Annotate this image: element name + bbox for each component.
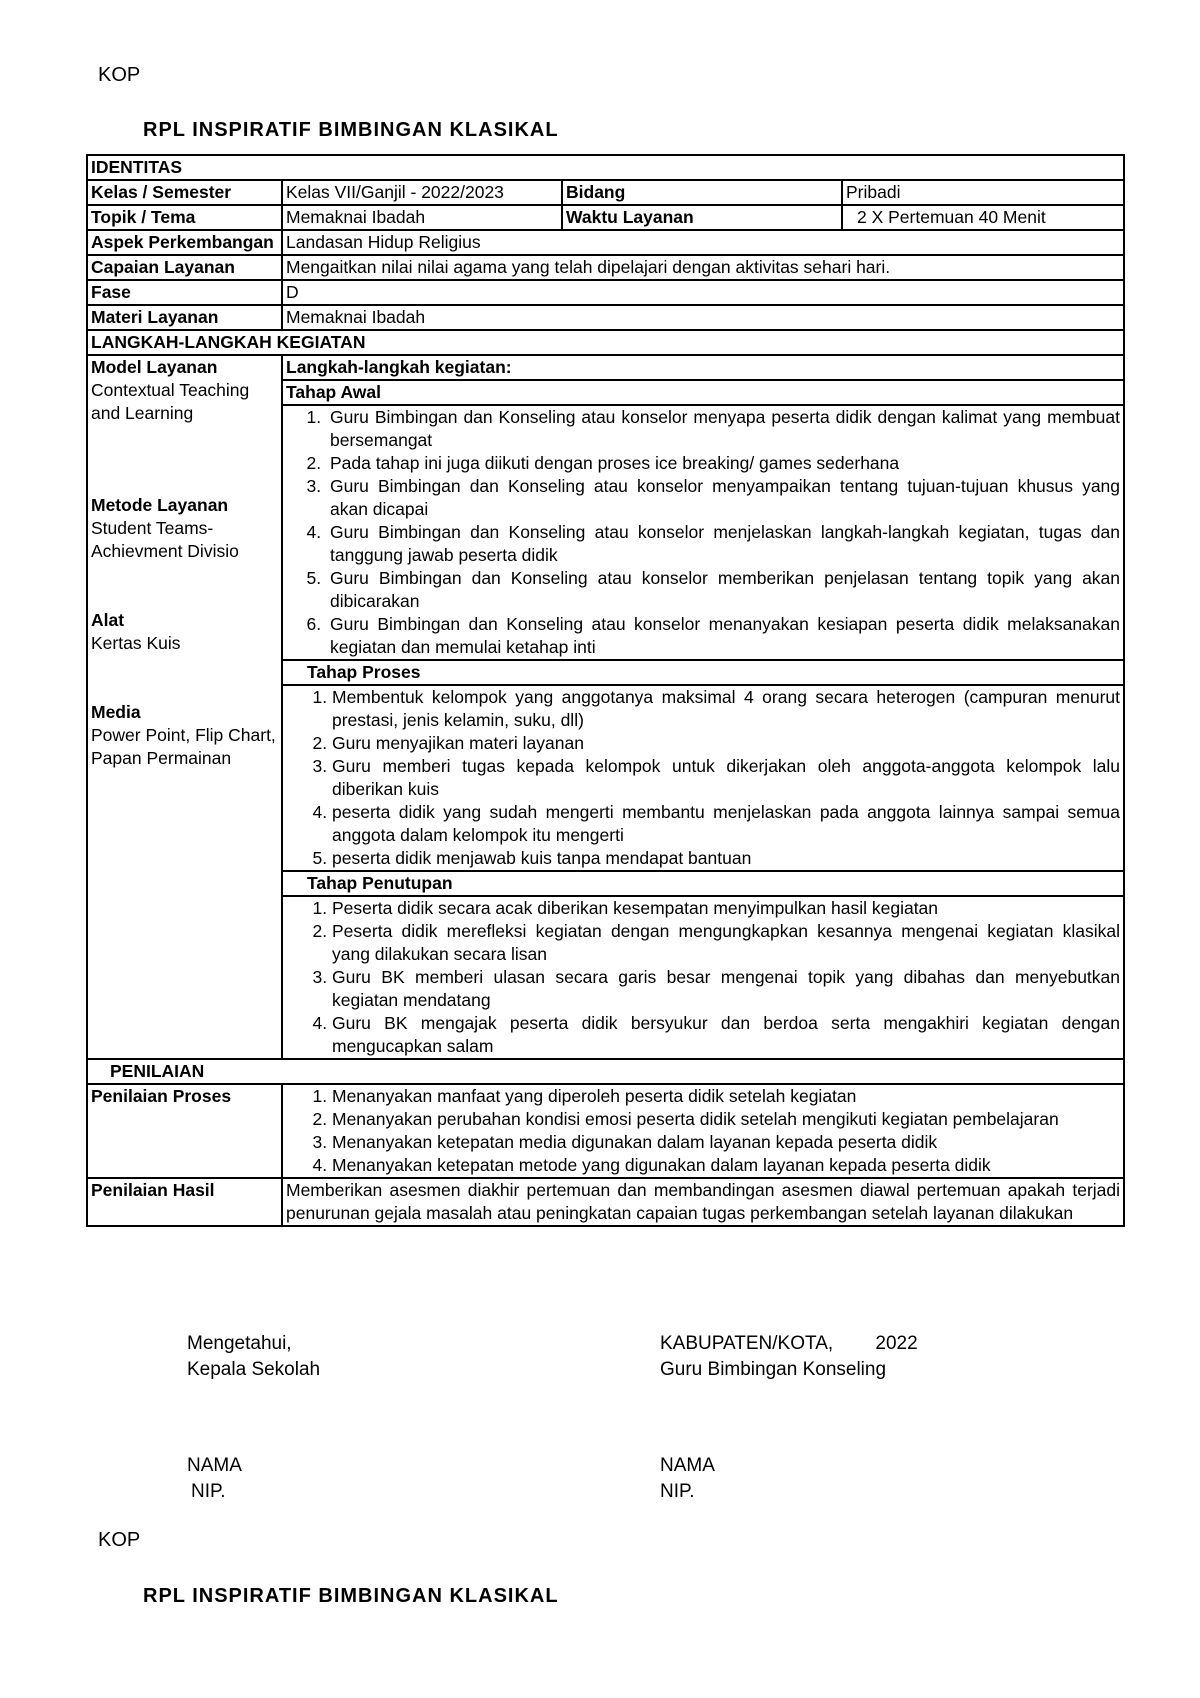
penutupan-item: 3. Guru BK memberi ulasan secara garis besar mengenai topik yang dibahas dan menyebutkan kegiatan mendatang [332, 966, 1120, 1012]
right-name: NAMA [660, 1455, 715, 1476]
aspek-label: Aspek Perkembangan [87, 230, 282, 255]
left-nip: NIP. [191, 1481, 226, 1502]
penutupan-list [286, 897, 1120, 1058]
awal-item: 4. Guru Bimbingan dan Konseling atau konselor menjelaskan langkah-langkah kegiatan, tugas dan tanggung jawab peserta didik [326, 521, 1120, 567]
penutupan-list-cell [282, 896, 1124, 1059]
langkah-heading: LANGKAH-LANGKAH KEGIATAN [87, 330, 1124, 355]
model-value: Contextual Teaching and Learning [91, 380, 250, 423]
penilaian-hasil-label: Penilaian Hasil [87, 1178, 282, 1226]
rpl-table [86, 154, 1125, 1227]
aspek-value: Landasan Hidup Religius [282, 230, 1124, 255]
capaian-value: Mengaitkan nilai nilai agama yang telah dipelajari dengan aktivitas sehari hari. [282, 255, 1124, 280]
proses-item: 2. Guru menyajikan materi layanan [332, 732, 1120, 755]
proses-item: 1. Membentuk kelompok yang anggotanya maksimal 4 orang secara heterogen (campuran menurut prestasi, jenis kelamin, suku, dll) [332, 686, 1120, 732]
kabupaten-text: KABUPATEN/KOTA, 2022 [660, 1333, 918, 1354]
kepala-sekolah-text: Kepala Sekolah [187, 1359, 321, 1380]
footer-title: RPL INSPIRATIF BIMBINGAN KLASIKAL [143, 1585, 559, 1607]
penilaian-proses-item: 3. Menanyakan ketepatan media digunakan dalam layanan kepada peserta didik [332, 1131, 1120, 1154]
penilaian-proses-item: 2. Menanyakan perubahan kondisi emosi peserta didik setelah mengikuti kegiatan pembelajaran [332, 1108, 1120, 1131]
awal-item: 1. Guru Bimbingan dan Konseling atau konselor menyapa peserta didik dengan kalimat yang membuat bersemangat [326, 406, 1120, 452]
alat-value: Kertas Kuis [91, 633, 181, 653]
materi-value: Memaknai Ibadah [282, 305, 1124, 330]
awal-heading: Tahap Awal [282, 380, 1124, 405]
model-side-panel [87, 355, 282, 1059]
steps-heading: Langkah-langkah kegiatan: [282, 355, 1124, 380]
awal-item: 3. Guru Bimbingan dan Konseling atau konselor menyampaikan tentang tujuan-tujuan khusus yang akan dicapai [326, 475, 1120, 521]
penilaian-heading: PENILAIAN [87, 1059, 1124, 1084]
penilaian-proses-item: 4. Menanyakan ketepatan metode yang digunakan dalam layanan kepada peserta didik [332, 1154, 1120, 1177]
awal-item: 5. Guru Bimbingan dan Konseling atau konselor memberikan penjelasan tentang topik yang akan dibicarakan [326, 567, 1120, 613]
bidang-value: Pribadi [842, 180, 1124, 205]
signature-right [660, 1331, 918, 1505]
awal-item: 6. Guru Bimbingan dan Konseling atau konselor menanyakan kesiapan peserta didik melaksanakan kegiatan dan memulai ketahap inti [326, 613, 1120, 659]
proses-item: 5. peserta didik menjawab kuis tanpa mendapat bantuan [332, 847, 1120, 870]
penilaian-proses-label: Penilaian Proses [87, 1084, 282, 1178]
penilaian-hasil-value: Memberikan asesmen diakhir pertemuan dan membandingan asesmen diawal pertemuan apakah terjadi penurunan gejala masalah atau peningkatan capaian tugas perkembangan setelah layanan dilakukan [282, 1178, 1124, 1226]
right-nip: NIP. [660, 1481, 695, 1502]
penilaian-proses-cell [282, 1084, 1124, 1178]
left-name: NAMA [187, 1455, 242, 1476]
identitas-heading: IDENTITAS [87, 155, 1124, 180]
proses-item: 4. peserta didik yang sudah mengerti membantu menjelaskan pada anggota lainnya sampai semua anggota dalam kelompok itu mengerti [332, 801, 1120, 847]
penutupan-heading: Tahap Penutupan [282, 871, 1124, 896]
awal-list-cell [282, 405, 1124, 660]
signature-left [187, 1331, 320, 1505]
guru-bk-text: Guru Bimbingan Konseling [660, 1359, 887, 1380]
kop-footer: KOP [98, 1529, 141, 1551]
waktu-label: Waktu Layanan [562, 205, 842, 230]
fase-label: Fase [87, 280, 282, 305]
model-label: Model Layanan [91, 357, 218, 377]
metode-label: Metode Layanan [91, 495, 229, 515]
materi-label: Materi Layanan [87, 305, 282, 330]
penutupan-item: 2. Peserta didik merefleksi kegiatan dengan mengungkapkan kesannya mengenai kegiatan klasikal yang dilakukan secara lisan [332, 920, 1120, 966]
penilaian-proses-item: 1. Menanyakan manfaat yang diperoleh peserta didik setelah kegiatan [332, 1085, 1120, 1108]
penutupan-item: 4. Guru BK mengajak peserta didik bersyukur dan berdoa serta mengakhiri kegiatan dengan mengucapkan salam [332, 1012, 1120, 1058]
alat-label: Alat [91, 610, 125, 630]
media-value: Power Point, Flip Chart, Papan Permainan [91, 725, 276, 768]
kelas-label: Kelas / Semester [87, 180, 282, 205]
metode-value: Student Teams-Achievment Divisio [91, 518, 239, 561]
proses-list-cell [282, 685, 1124, 871]
penutupan-item: 1. Peserta didik secara acak diberikan kesempatan menyimpulkan hasil kegiatan [332, 897, 1120, 920]
kelas-value: Kelas VII/Ganjil - 2022/2023 [282, 180, 562, 205]
topik-label: Topik / Tema [87, 205, 282, 230]
awal-list [286, 406, 1120, 659]
topik-value: Memaknai Ibadah [282, 205, 562, 230]
kop-header: KOP [98, 64, 141, 86]
awal-item: 2. Pada tahap ini juga diikuti dengan proses ice breaking/ games sederhana [326, 452, 1120, 475]
proses-heading: Tahap Proses [282, 660, 1124, 685]
mengetahui-text: Mengetahui, [187, 1333, 292, 1354]
proses-list [286, 686, 1120, 870]
proses-item: 3. Guru memberi tugas kepada kelompok untuk dikerjakan oleh anggota-anggota kelompok lalu diberikan kuis [332, 755, 1120, 801]
capaian-label: Capaian Layanan [87, 255, 282, 280]
waktu-value: 2 X Pertemuan 40 Menit [842, 205, 1124, 230]
document-title: RPL INSPIRATIF BIMBINGAN KLASIKAL [143, 119, 559, 141]
bidang-label: Bidang [562, 180, 842, 205]
media-label: Media [91, 702, 141, 722]
penilaian-proses-list [286, 1085, 1120, 1177]
fase-value: D [282, 280, 1124, 305]
